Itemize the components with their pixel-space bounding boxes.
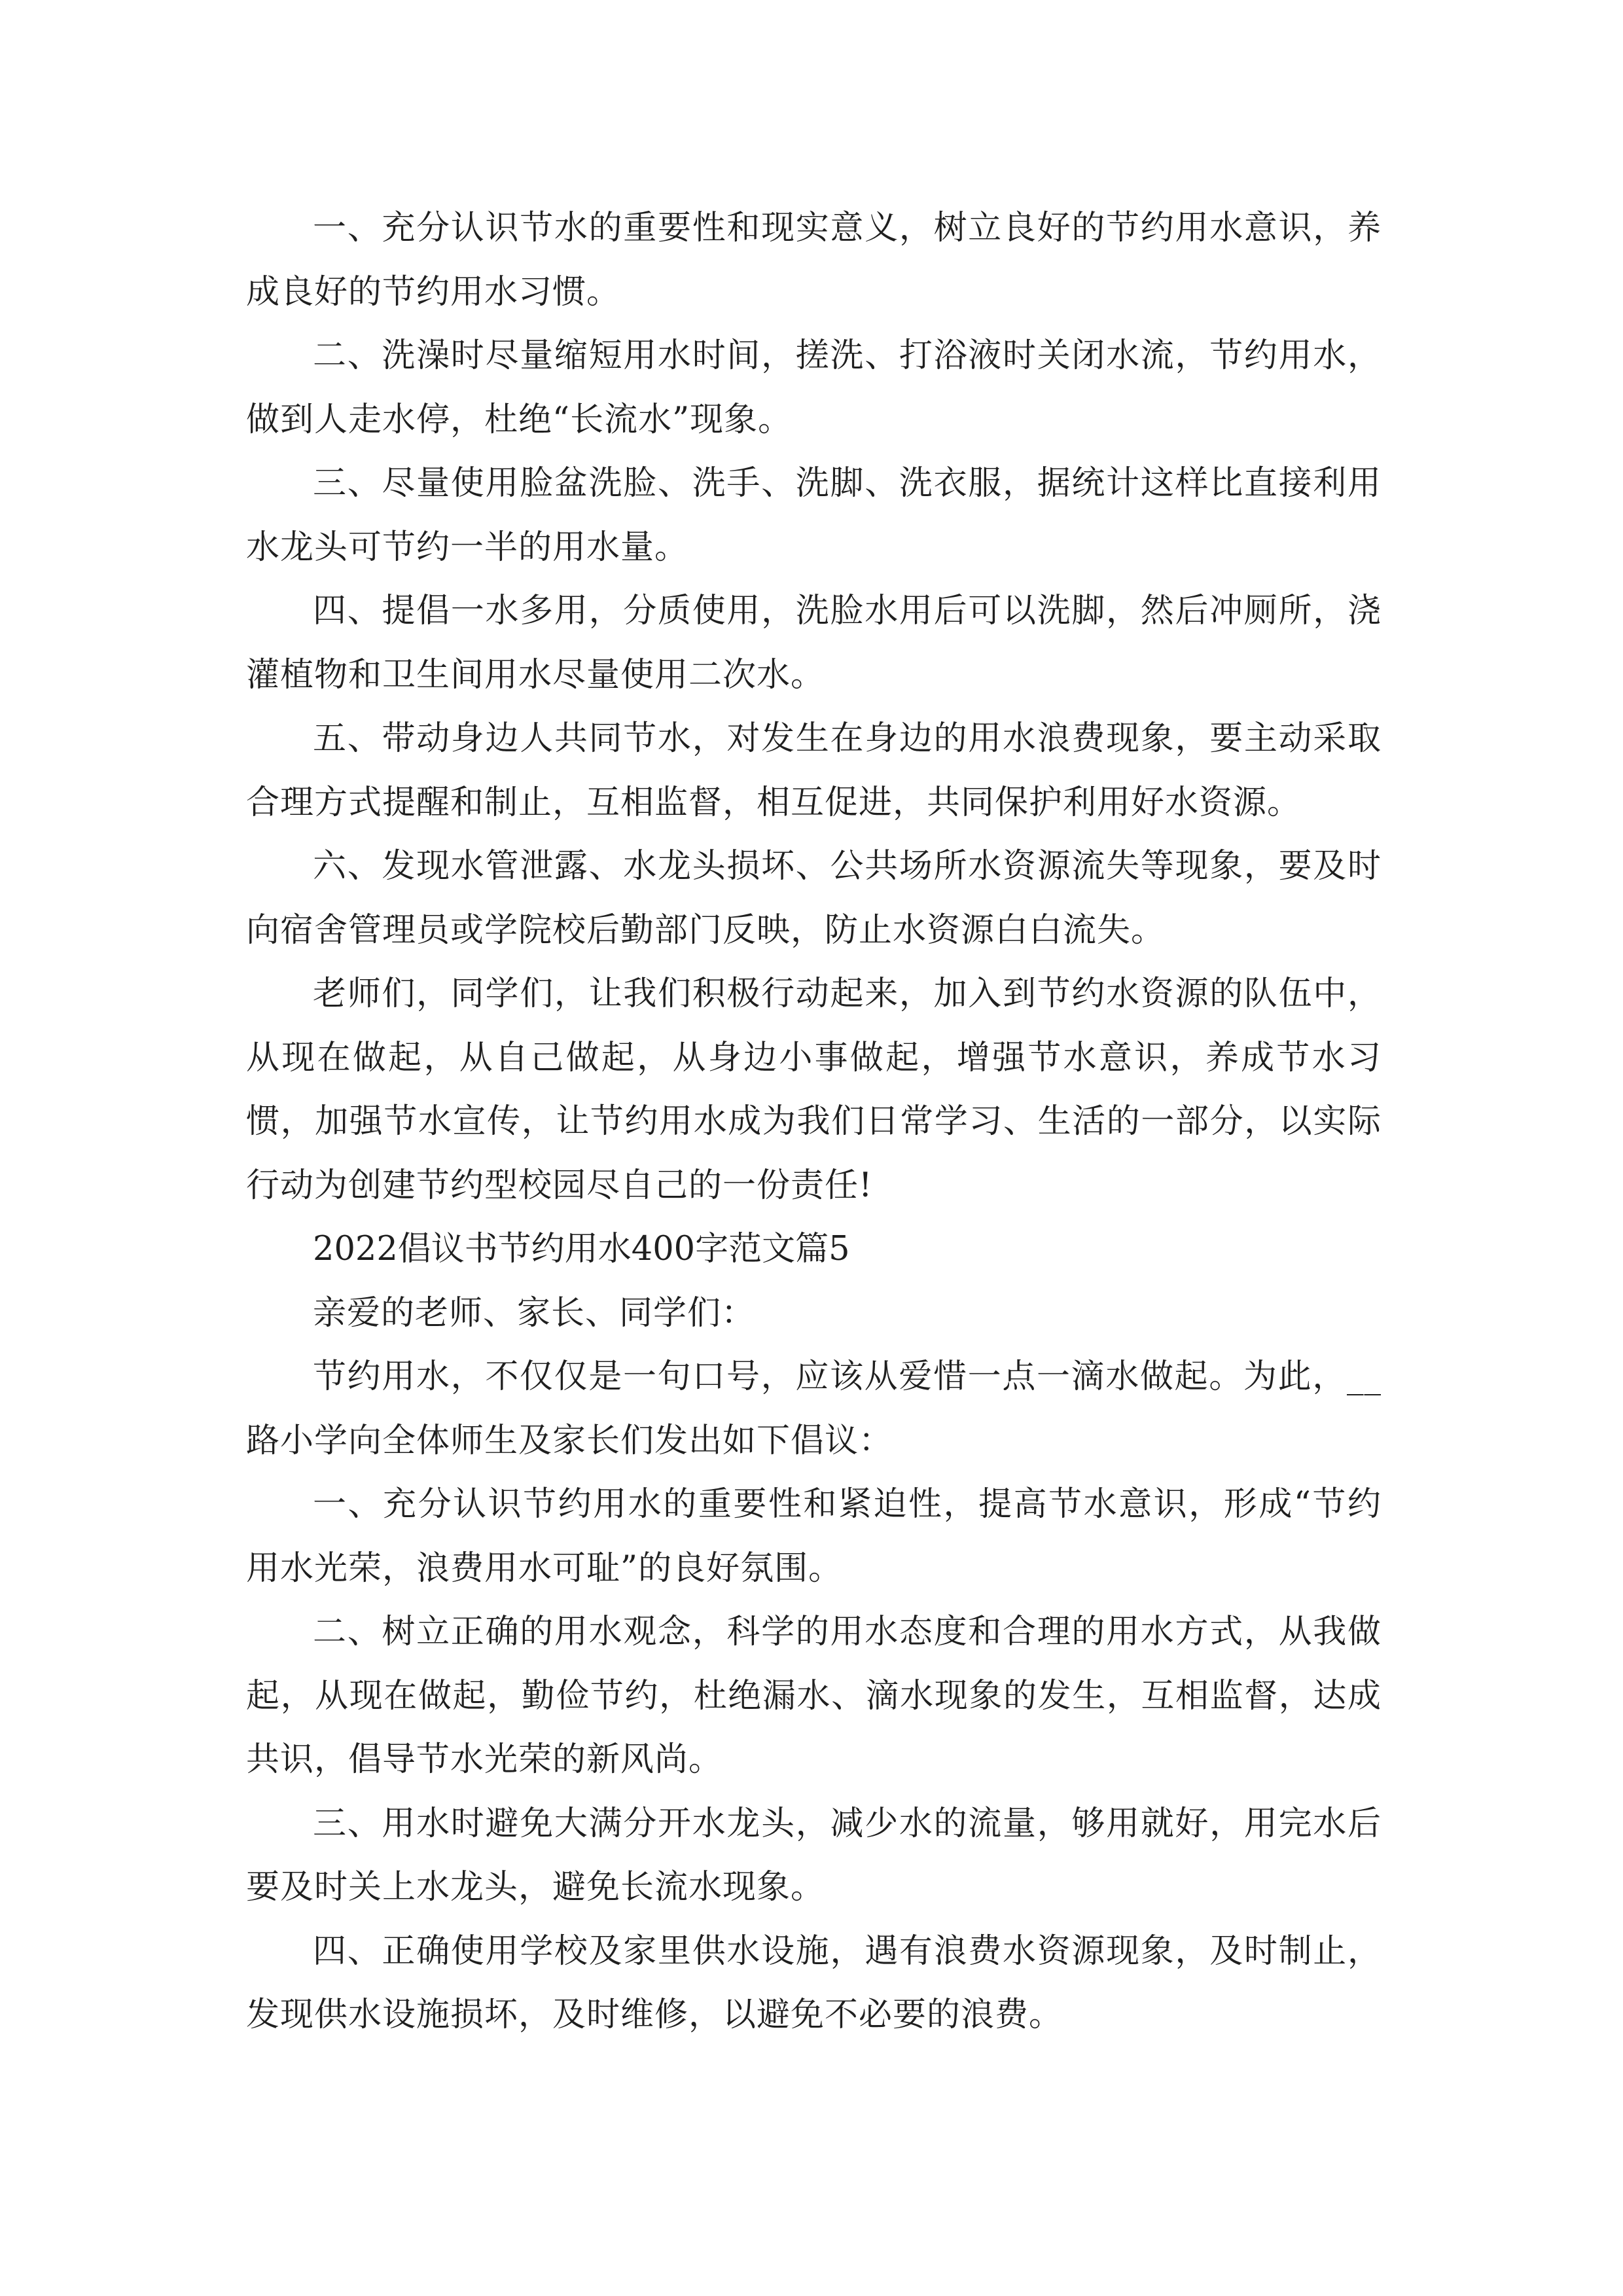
paragraph-importance: 一、充分认识节约用水的重要性和紧迫性，提高节水意识，形成“节约用水光荣，浪费用水可耻”的良好氛围。 (246, 1485, 1382, 1588)
paragraph-lead-others: 五、带动身边人共同节水，对发生在身边的用水浪费现象，要主动采取合理方式提醒和制止，互相监督，相互促进，共同保护利用好水资源。 (246, 719, 1382, 822)
paragraph-closing-appeal: 老师们，同学们，让我们积极行动起来，加入到节约水资源的队伍中，从现在做起，从自己做起，从身边小事做起，增强节水意识，养成节水习惯，加强节水宣传，让节约用水成为我们日常学习、生活的一部分，以实际行动为创建节约型校园尽自己的一份责任! (246, 975, 1382, 1205)
paragraph-introduction: 节约用水，不仅仅是一句口号，应该从爱惜一点一滴水做起。为此，__路小学向全体师生及家长们发出如下倡议： (246, 1357, 1382, 1460)
paragraph-facilities: 四、正确使用学校及家里供水设施，遇有浪费水资源现象，及时制止，发现供水设施损坏，及时维修，以避免不必要的浪费。 (246, 1931, 1382, 2034)
paragraph-reuse-water: 四、提倡一水多用，分质使用，洗脸水用后可以洗脚，然后冲厕所，浇灌植物和卫生间用水尽量使用二次水。 (246, 592, 1382, 694)
salutation: 亲爱的老师、家长、同学们： (313, 1293, 756, 1333)
paragraph-report-leaks: 六、发现水管泄露、水龙头损坏、公共场所水资源流失等现象，要及时向宿舍管理员或学院校后勤部门反映，防止水资源白白流失。 (246, 847, 1382, 950)
paragraph-use-basin: 三、尽量使用脸盆洗脸、洗手、洗脚、洗衣服，据统计这样比直接利用水龙头可节约一半的用水量。 (246, 464, 1382, 567)
paragraph-shower-time: 二、洗澡时尽量缩短用水时间，搓洗、打浴液时关闭水流，节约用水，做到人走水停，杜绝“长流水”现象。 (246, 336, 1382, 439)
section-heading: 2022倡议书节约用水400字范文篇5 (313, 1230, 850, 1268)
document-body (246, 196, 1382, 2047)
paragraph-tap-usage: 三、用水时避免大满分开水龙头，减少水的流量，够用就好，用完水后要及时关上水龙头，避免长流水现象。 (246, 1804, 1382, 1907)
paragraph-water-saving-awareness: 一、充分认识节水的重要性和现实意义，树立良好的节约用水意识，养成良好的节约用水习惯。 (246, 209, 1382, 312)
paragraph-correct-concept: 二、树立正确的用水观念，科学的用水态度和合理的用水方式，从我做起，从现在做起，勤俭节约，杜绝漏水、滴水现象的发生，互相监督，达成共识，倡导节水光荣的新风尚。 (246, 1613, 1382, 1779)
